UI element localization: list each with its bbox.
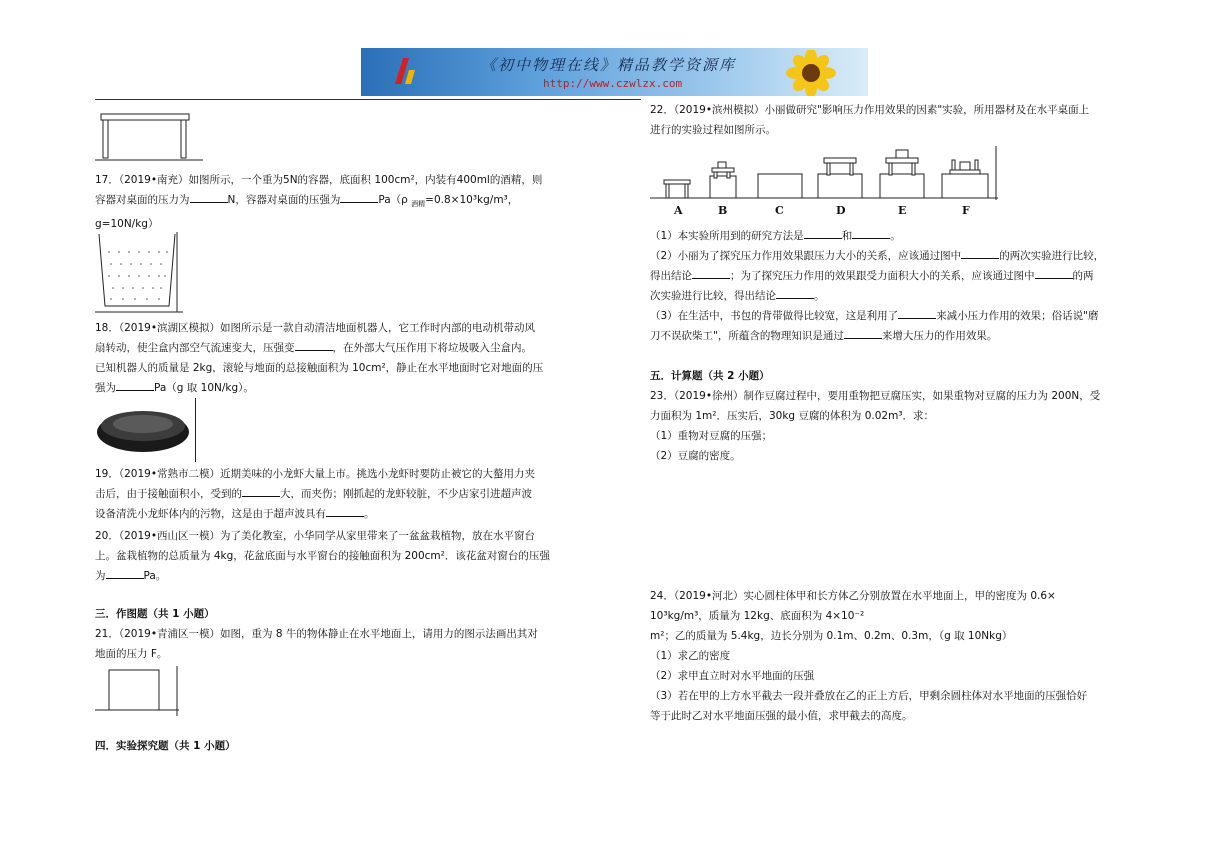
answer-blank[interactable] <box>295 339 333 351</box>
q24-line1: 24．（2019•河北）实心圆柱体甲和长方体乙分别放置在水平地面上，甲的密度为 0.6× <box>650 590 1056 602</box>
q18-line4: 强为 Pa（g 取 10N/kg）。 <box>95 378 585 398</box>
sunflower-icon <box>776 50 846 96</box>
robot-vacuum-figure <box>95 398 199 462</box>
answer-blank[interactable] <box>898 307 936 319</box>
answer-blank[interactable] <box>1035 267 1073 279</box>
section-4 <box>95 736 585 756</box>
q18-line3: 已知机器人的质量是 2kg，滚轮与地面的总接触面积为 10cm²，静止在水平地面时它对地面的压 <box>95 362 544 374</box>
section-5-heading: 五．计算题（共 2 小题） <box>650 370 770 382</box>
question-22-parts <box>650 226 1140 346</box>
section-3-heading: 三．作图题（共 1 小题） <box>95 608 215 620</box>
q18-line1: 18．（2019•滨湖区模拟）如图所示是一款自动清洁地面机器人，它工作时内部的电动机带动风 <box>95 322 536 334</box>
q23-line2: 力面积为 1m²．压实后，30kg 豆腐的体积为 0.02m³．求： <box>650 410 935 422</box>
q17-line2: 容器对桌面的压力为 N，容器对桌面的压强为 Pa（ρ $_{酒精}$=0.8×10³kg/m³， <box>95 190 585 214</box>
q21-line1: 21．（2019•青浦区一模）如图，重为 8 牛的物体静止在水平地面上，请用力的图示法画出其对 <box>95 628 538 640</box>
q22-part2-line3: 次实验进行比较，得出结论 。 <box>650 286 1140 306</box>
q22-part3-line2: 刀不误砍柴工"，所蕴含的物理知识是通过 来增大压力的作用效果。 <box>650 326 1140 346</box>
box-figure <box>95 666 185 718</box>
fig-label-d: D <box>836 204 846 217</box>
fig-label-e: E <box>898 204 907 217</box>
question-24 <box>650 586 1140 726</box>
banner-url[interactable]: http://www.czwlzx.com <box>543 77 683 90</box>
answer-blank[interactable] <box>852 227 890 239</box>
question-20 <box>95 526 585 586</box>
answer-blank[interactable] <box>340 191 378 203</box>
q24-line3: m²；乙的质量为 5.4kg，边长分别为 0.1m、0.2m、0.3m，（g 取 10Nkg） <box>650 630 1013 642</box>
q20-line2: 上。盆栽植物的总质量为 4kg，花盆底面与水平窗台的接触面积为 200cm²．该花盆对窗台的压强 <box>95 550 550 562</box>
fig-label-f: F <box>962 204 970 217</box>
q22-part3-line1: （3）在生活中，书包的背带做得比较宽，这是利用了 来减小压力作用的效果；俗话说"磨 <box>650 306 1140 326</box>
q20-line3: 为 Pa。 <box>95 566 585 586</box>
header-banner <box>361 48 868 96</box>
q19-line1: 19．（2019•常熟市二模）近期美味的小龙虾大量上市。挑选小龙虾时要防止被它的大螯用力夹 <box>95 468 536 480</box>
q19-line3: 设备清洗小龙虾体内的污物，这是由于超声波具有 。 <box>95 504 585 524</box>
q22-line2: 进行的实验过程如图所示。 <box>650 124 776 136</box>
answer-blank[interactable] <box>804 227 842 239</box>
table-figure <box>95 110 205 162</box>
q22-part2-line2: 得出结论 ；为了探究压力作用的效果跟受力面积大小的关系，应该通过图中 的两 <box>650 266 1140 286</box>
question-19 <box>95 464 585 524</box>
answer-blank[interactable] <box>242 485 280 497</box>
answer-blank[interactable] <box>326 505 364 517</box>
question-17 <box>95 170 585 234</box>
q21-line2: 地面的压力 F。 <box>95 648 168 660</box>
q24-line6: （3）若在甲的上方水平截去一段并叠放在乙的正上方后，甲剩余圆柱体对水平地面的压强恰好 <box>650 690 1088 702</box>
fig-label-a: A <box>674 204 683 217</box>
q22-part2-line1: （2）小丽为了探究压力作用效果跟压力大小的关系，应该通过图中 的两次实验进行比较， <box>650 246 1140 266</box>
q22-part1: （1）本实验所用到的研究方法是 和 。 <box>650 226 1140 246</box>
question-22 <box>650 100 1140 140</box>
q24-line5: （2）求甲直立时对水平地面的压强 <box>650 670 815 682</box>
beaker-figure <box>95 232 185 314</box>
answer-blank[interactable] <box>106 567 144 579</box>
fig-label-b: B <box>718 204 728 217</box>
question-18 <box>95 318 585 398</box>
section-3 <box>95 604 585 664</box>
q24-line7: 等于此时乙对水平地面压强的最小值，求甲截去的高度。 <box>650 710 913 722</box>
answer-blank[interactable] <box>844 327 882 339</box>
answer-blank[interactable] <box>961 247 999 259</box>
q24-line4: （1）求乙的密度 <box>650 650 731 662</box>
q23-line4: （2）豆腐的密度。 <box>650 450 741 462</box>
answer-blank[interactable] <box>692 267 730 279</box>
q23-line1: 23．（2019•徐州）制作豆腐过程中，要用重物把豆腐压实，如果重物对豆腐的压力为 200N，受 <box>650 390 1101 402</box>
answer-blank[interactable] <box>190 191 228 203</box>
q17-line1: 17．（2019•南充）如图所示，一个重为5N的容器，底面积 100cm²，内装有400ml的酒精，则 <box>95 174 543 186</box>
section-4-heading: 四．实验探究题（共 1 小题） <box>95 740 236 752</box>
experiment-figure <box>650 146 1000 220</box>
q19-line2: 击后，由于接触面积小，受到的 大，而夹伤；刚抓起的龙虾较脏，不少店家引进超声波 <box>95 484 585 504</box>
header-rule <box>95 99 641 100</box>
answer-blank[interactable] <box>116 379 154 391</box>
fig-label-c: C <box>775 204 784 217</box>
q18-line2: 扇转动，使尘盒内部空气流速变大，压强变 ，在外部大气压作用下将垃圾吸入尘盒内。 <box>95 338 585 358</box>
q17-line3: g=10N/kg） <box>95 218 159 231</box>
q23-line3: （1）重物对豆腐的压强； <box>650 430 773 442</box>
logo-icon <box>389 56 421 88</box>
q24-line2: 10³kg/m³，质量为 12kg、底面积为 4×10⁻² <box>650 610 865 622</box>
q22-line1: 22．（2019•滨州模拟）小丽做研究"影响压力作用效果的因素"实验，所用器材及在水平桌面上 <box>650 104 1090 116</box>
q20-line1: 20．（2019•西山区一模）为了美化教室，小华同学从家里带来了一盆盆栽植物，放在水平窗台 <box>95 530 536 542</box>
section-5 <box>650 366 1140 466</box>
banner-title: 《初中物理在线》精品教学资源库 <box>481 56 737 74</box>
answer-blank[interactable] <box>776 287 814 299</box>
